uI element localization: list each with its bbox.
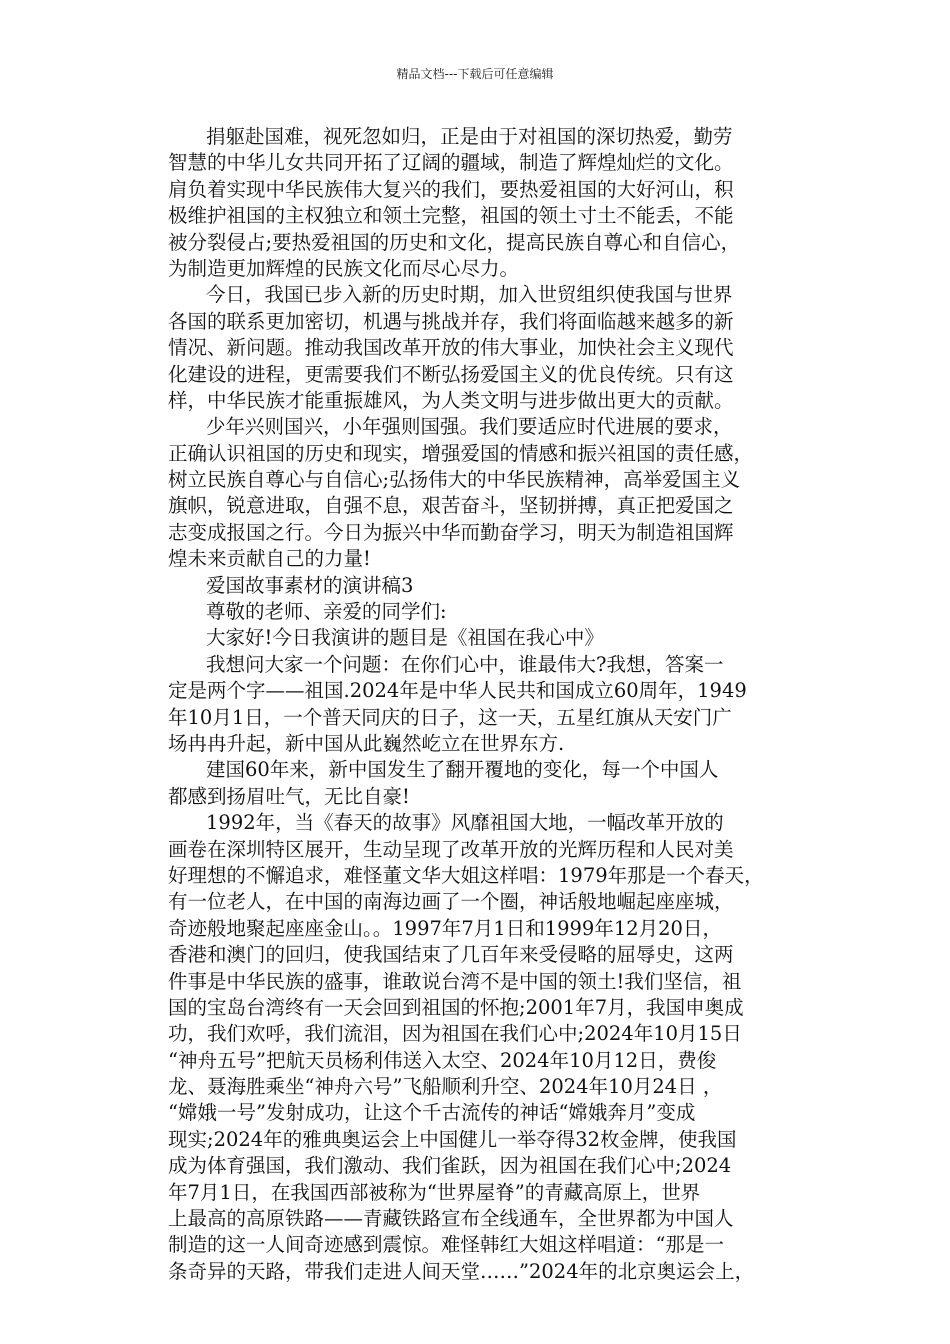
text-line: 正确认识祖国的历史和现实，增强爱国的情感和振兴祖国的责任感， [168,441,754,465]
text-line: 大家好!今日我演讲的题目是《祖国在我心中》 [206,626,604,650]
text-line: 定是两个字——祖国.2024年是中华人民共和国成立60周年，1949 [168,679,747,703]
text-line: 尊敬的老师、亲爱的同学们: [206,600,447,624]
page-header: 精品文档---下载后可任意编辑 [396,67,554,81]
text-line: 被分裂侵占;要热爱祖国的历史和文化，提高民族自尊心和自信心， [168,230,741,254]
text-line: 有一位老人，在中国的南海边画了一个圈，神话般地崛起座座城， [168,890,734,914]
text-line: 爱国故事素材的演讲稿3 [206,573,414,597]
text-line: 少年兴则国兴，小年强则国强。我们要适应时代进展的要求， [206,415,733,439]
text-line: 我想问大家一个问题：在你们心中，谁最伟大?我想，答案一 [206,652,724,676]
text-line: 好理想的不懈追求，难怪董文华大姐这样唱：1979年那是一个春天， [168,863,764,887]
text-line: 智慧的中华儿女共同开拓了辽阔的疆域，制造了辉煌灿烂的文化。 [168,151,734,175]
text-line: 场冉冉升起，新中国从此巍然屹立在世界东方. [168,731,565,755]
text-line: 为制造更加辉煌的民族文化而尽心尽力。 [168,256,520,280]
text-line: 成为体育强国，我们激动、我们雀跃，因为祖国在我们心中;2024 [168,1154,732,1178]
text-line: 化建设的进程，更需要我们不断弘扬爱国主义的优良传统。只有这 [168,362,734,386]
text-line: 各国的联系更加密切，机遇与挑战并存，我们将面临越来越多的新 [168,309,734,333]
text-line: 奇迹般地聚起座座金山。。1997年7月1日和1999年12月20日， [168,916,722,940]
text-line: “嫦娥一号”发射成功，让这个千古流传的神话“嫦娥奔月”变成 [168,1101,696,1125]
text-line: 制造的这一人间奇迹感到震惊。难怪韩红大姐这样唱道：“那是一 [168,1233,724,1257]
text-line: 年7月1日，在我国西部被称为“世界屋脊”的青藏高原上，世界 [168,1180,701,1204]
text-line: 建国60年来，新中国发生了翻开覆地的变化，每一个中国人 [206,758,719,782]
text-line: 样，中华民族才能重振雄风，为人类文明与进步做出更大的贡献。 [168,388,734,412]
text-line: 捐躯赴国难，视死忽如归，正是由于对祖国的深切热爱，勤劳 [206,125,733,148]
text-line: 功，我们欢呼，我们流泪，因为祖国在我们心中;2024年10月15日 [168,1022,742,1046]
text-line: 条奇异的天路，带我们走进人间天堂……”2024年的北京奥运会上， [168,1259,755,1283]
text-line: 现实;2024年的雅典奥运会上中国健儿一举夺得32枚金牌，使我国 [168,1127,737,1151]
text-line: 1992年，当《春天的故事》风靡祖国大地，一幅改革开放的 [206,811,724,835]
text-line: 旗帜，锐意进取，自强不息，艰苦奋斗，坚韧拼搏，真正把爱国之 [168,494,734,518]
text-line: 件事是中华民族的盛事，谁敢说台湾不是中国的领土!我们坚信，祖 [168,969,742,993]
text-line: 上最高的高原铁路——青藏铁路宣布全线通车，全世界都为中国人 [168,1207,734,1231]
text-line: 志变成报国之行。今日为振兴中华而勤奋学习，明天为制造祖国辉 [168,520,734,544]
text-line: 情况、新问题。推动我国改革开放的伟大事业，加快社会主义现代 [168,336,734,360]
text-line: 香港和澳门的回归，使我国结束了几百年来受侵略的屈辱史，这两 [168,943,734,967]
text-line: 煌未来贡献自己的力量! [168,547,371,571]
text-line: 肩负着实现中华民族伟大复兴的我们，要热爱祖国的大好河山，积 [168,177,734,201]
text-line: 年10月1日，一个普天同庆的日子，这一天，五星红旗从天安门广 [168,705,732,729]
text-line: 龙、聂海胜乘坐“神舟六号”飞船顺利升空、2024年10月24日 ， [168,1075,723,1099]
text-line: 极维护祖国的主权独立和领土完整，祖国的领土寸土不能丢，不能 [168,204,734,228]
document-body [168,124,828,1285]
text-line: 今日，我国已步入新的历史时期，加入世贸组织使我国与世界 [206,283,733,307]
text-line: “神舟五号”把航天员杨利伟送入太空、2024年10月12日，费俊 [168,1048,717,1072]
text-line: 画卷在深圳特区展开，生动呈现了改革开放的光辉历程和人民对美 [168,837,734,861]
text-line: 国的宝岛台湾终有一天会回到祖国的怀抱;2001年7月，我国申奥成 [168,995,744,1019]
text-line: 都感到扬眉吐气，无比自豪! [168,784,410,808]
text-line: 树立民族自尊心与自信心;弘扬伟大的中华民族精神，高举爱国主义 [168,468,741,492]
